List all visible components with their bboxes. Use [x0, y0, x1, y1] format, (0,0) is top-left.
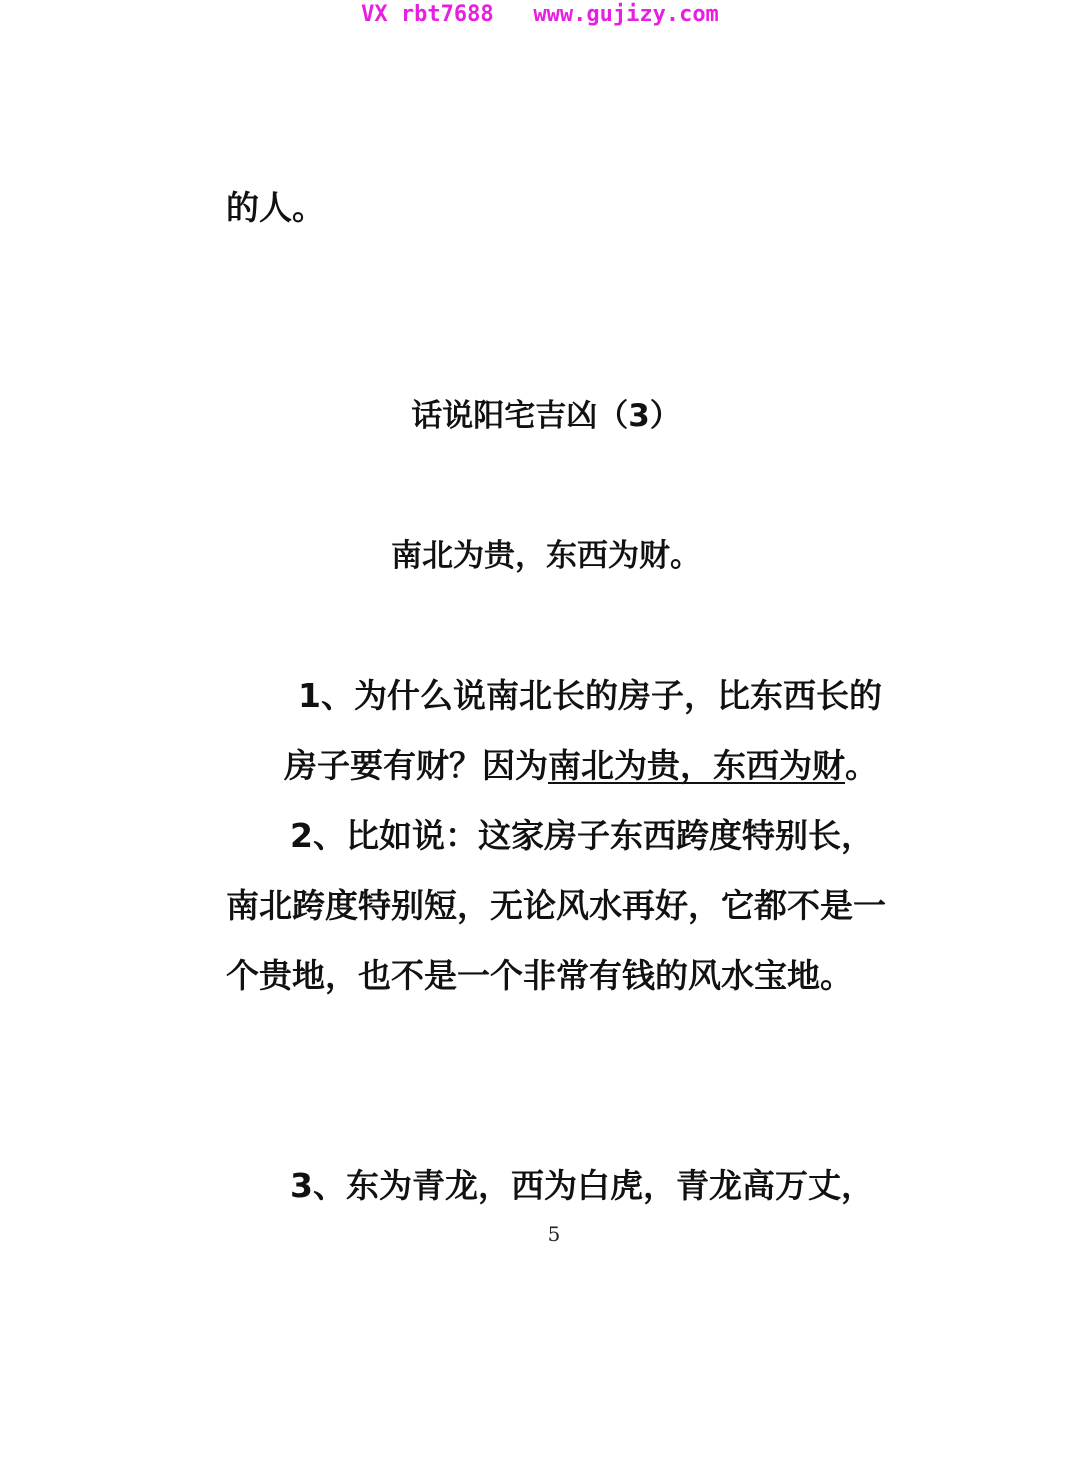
section-title: 话说阳宅吉凶（3）	[411, 398, 681, 434]
continuation-text: 的人。	[226, 188, 325, 227]
paragraph-1-line-1: 1、为什么说南北长的房子，比东西长的	[298, 676, 882, 715]
paragraph-1-lead: 房子要有财？因为	[284, 746, 548, 785]
paragraph-1-line-2	[284, 746, 878, 786]
paragraph-3-line-1: 3、东为青龙，西为白虎，青龙高万丈，	[290, 1166, 874, 1205]
watermark-url: www.gujizy.com	[533, 2, 719, 27]
paragraph-2-line-3: 个贵地，也不是一个非常有钱的风水宝地。	[226, 956, 853, 995]
section-subtitle: 南北为贵，东西为财。	[391, 538, 701, 574]
paragraph-2-line-2: 南北跨度特别短，无论风水再好，它都不是一	[226, 886, 886, 925]
underlined-phrase: 南北为贵，东西为财	[548, 746, 845, 785]
page-number: 5	[547, 1222, 561, 1246]
watermark	[0, 2, 1080, 27]
watermark-contact: VX rbt7688	[361, 2, 494, 27]
paragraph-1-end: 。	[845, 746, 878, 785]
paragraph-2-line-1: 2、比如说：这家房子东西跨度特别长，	[290, 816, 874, 855]
